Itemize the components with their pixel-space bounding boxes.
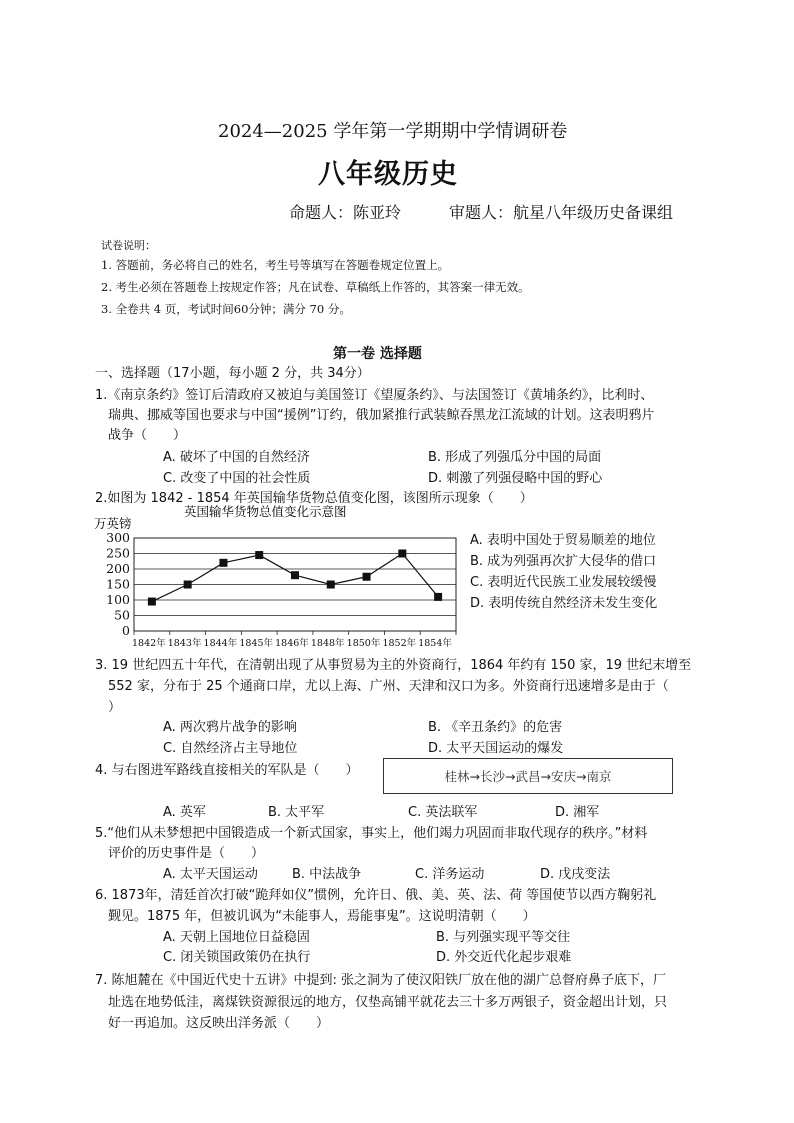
q3-option-c[interactable]: C. 自然经济占主导地位 xyxy=(163,741,298,756)
instruction-item: 1. 答题前，务必将自己的姓名，考生号等填写在答题卷规定位置上。 xyxy=(101,258,450,272)
chart-data-point xyxy=(327,581,335,589)
exam-setter: 命题人：陈亚玲 xyxy=(289,203,402,222)
chart-x-tick-label: 1852年 xyxy=(382,638,417,649)
chart-y-tick-label: 0 xyxy=(122,623,130,638)
q1-option-d[interactable]: D. 刺激了列强侵略中国的野心 xyxy=(428,471,603,486)
chart-x-tick-label: 1848年 xyxy=(310,638,345,649)
q3-stem-line: ） xyxy=(108,700,122,715)
q2-option-c[interactable]: C. 表明近代民族工业发展较缓慢 xyxy=(470,575,657,590)
q6-stem-line: 觐见。1875 年，但被讥讽为“未能事人，焉能事鬼”。这说明清朝（ ） xyxy=(108,909,536,924)
chart-data-point xyxy=(148,598,156,606)
q7-stem-line: 好一再追加。这反映出洋务派（ ） xyxy=(108,1016,330,1031)
q6-stem-line: 6. 1873年，清廷首次打破“跪拜如仪”惯例，允许日、俄、美、英、法、荷 等国使节以西方鞠躬礼 xyxy=(95,888,657,903)
q1-option-c[interactable]: C. 改变了中国的社会性质 xyxy=(163,471,311,486)
q4-option-b[interactable]: B. 太平军 xyxy=(268,805,325,820)
chart-x-tick-label: 1846年 xyxy=(275,638,309,649)
chart-data-point xyxy=(291,571,299,579)
chart-data-point xyxy=(255,551,263,559)
q2-stem: 2.如图为 1842 - 1854 年英国输华货物总值变化图，该图所示现象（ ） xyxy=(95,491,533,506)
chart-x-tick-label: 1845年 xyxy=(239,638,274,649)
q6-option-d[interactable]: D. 外交近代化起步艰难 xyxy=(436,950,572,965)
chart-x-tick-label: 1843年 xyxy=(167,638,202,649)
q3-option-a[interactable]: A. 两次鸦片战争的影响 xyxy=(163,720,297,735)
q5-option-b[interactable]: B. 中法战争 xyxy=(292,867,362,882)
q1-stem-line: 瑞典、挪威等国也要求与中国“援例”订约，俄加紧推行武装鲸吞黑龙江流域的计划。这表明鸦片 xyxy=(108,408,655,423)
chart-y-tick-label: 100 xyxy=(106,592,130,607)
q2-option-b[interactable]: B. 成为列强再次扩大侵华的借口 xyxy=(470,554,657,569)
chart-y-tick-label: 200 xyxy=(106,561,130,576)
exam-year-title: 2024—2025 学年第一学期期中学情调研卷 xyxy=(218,121,568,142)
chart-title: 英国输华货物总值变化示意图 xyxy=(184,504,347,519)
q5-option-d[interactable]: D. 戊戌变法 xyxy=(540,867,611,882)
chart-y-tick-label: 300 xyxy=(106,530,130,545)
chart-x-tick-label: 1844年 xyxy=(203,638,238,649)
chart-data-point xyxy=(434,593,442,601)
q6-option-a[interactable]: A. 天朝上国地位日益稳固 xyxy=(163,930,310,945)
q1-option-a[interactable]: A. 破坏了中国的自然经济 xyxy=(163,450,310,465)
march-route-box xyxy=(383,758,673,794)
chart-y-tick-label: 50 xyxy=(114,607,130,623)
q4-option-a[interactable]: A. 英军 xyxy=(163,805,206,820)
q3-stem-line: 552 家，分布于 25 个通商口岸，尤以上海、广州、天津和汉口为多。外资商行迅速增多是由于（ xyxy=(108,679,669,694)
q3-option-b[interactable]: B. 《辛丑条约》的危害 xyxy=(428,720,563,735)
chart-x-tick-label: 1842年 xyxy=(132,638,166,649)
chart-data-point xyxy=(398,550,406,558)
q4-option-c[interactable]: C. 英法联军 xyxy=(408,805,478,820)
q1-option-b[interactable]: B. 形成了列强瓜分中国的局面 xyxy=(428,450,602,465)
q5-stem-line: 评价的历史事件是（ ） xyxy=(108,846,265,861)
q4-option-d[interactable]: D. 湘军 xyxy=(555,805,600,820)
q5-option-c[interactable]: C. 洋务运动 xyxy=(415,867,485,882)
q5-option-a[interactable]: A. 太平天国运动 xyxy=(163,867,258,882)
chart-data-point xyxy=(363,573,371,581)
q1-stem-line: 战争（ ） xyxy=(108,428,187,443)
trade-value-line-chart xyxy=(92,500,462,652)
chart-data-point xyxy=(184,581,192,589)
q3-option-d[interactable]: D. 太平天国运动的爆发 xyxy=(428,741,564,756)
chart-y-axis-label: 万英镑 xyxy=(94,516,132,531)
q3-stem-line: 3. 19 世纪四五十年代，在清朝出现了从事贸易为主的外资商行，1864 年约有 150 家，19 世纪末增至 xyxy=(95,658,692,673)
chart-y-tick-label: 150 xyxy=(106,576,130,592)
march-route-text: 桂林→长沙→武昌→安庆→南京 xyxy=(444,769,612,784)
chart-x-tick-label: 1854年 xyxy=(418,638,452,649)
section-title: 第一卷 选择题 xyxy=(333,346,422,362)
exam-subject-title: 八年级历史 xyxy=(318,159,458,190)
q7-stem-line: 7. 陈旭麓在《中国近代史十五讲》中提到: 张之洞为了使汉阳铁厂放在他的湖广总督府鼻子底下，厂 xyxy=(95,973,667,988)
q7-stem-line: 址选在地势低洼，离煤铁资源很远的地方，仅垫高铺平就花去三十多万两银子，资金超出计划，只 xyxy=(108,995,668,1010)
chart-y-tick-label: 250 xyxy=(106,545,130,561)
q4-stem: 4. 与右图进军路线直接相关的军队是（ ） xyxy=(95,763,359,778)
chart-data-point xyxy=(219,559,227,567)
instruction-item: 3. 全卷共 4 页，考试时间60分钟；满分 70 分。 xyxy=(101,302,351,316)
instructions-title: 试卷说明： xyxy=(101,239,156,252)
q2-option-d[interactable]: D. 表明传统自然经济未发生变化 xyxy=(470,596,658,611)
q6-option-b[interactable]: B. 与列强实现平等交往 xyxy=(436,930,571,945)
instruction-item: 2. 考生必须在答题卷上按规定作答；凡在试卷、草稿纸上作答的，其答案一律无效。 xyxy=(101,280,530,294)
q6-option-c[interactable]: C. 闭关锁国政策仍在执行 xyxy=(163,950,311,965)
section-part-heading: 一、选择题（17小题，每小题 2 分，共 34分） xyxy=(95,366,370,381)
q5-stem-line: 5.“他们从未梦想把中国锻造成一个新式国家，事实上，他们竭力巩固而非取代现存的秩序。”材料 xyxy=(95,826,648,841)
q2-option-a[interactable]: A. 表明中国处于贸易顺差的地位 xyxy=(470,533,656,548)
q1-stem-line: 1.《南京条约》签订后清政府又被迫与美国签订《望厦条约》、与法国签订《黄埔条约》，比利时、 xyxy=(95,388,654,403)
chart-x-tick-label: 1850年 xyxy=(346,638,381,649)
exam-reviewer: 审题人：航星八年级历史备课组 xyxy=(449,203,674,222)
